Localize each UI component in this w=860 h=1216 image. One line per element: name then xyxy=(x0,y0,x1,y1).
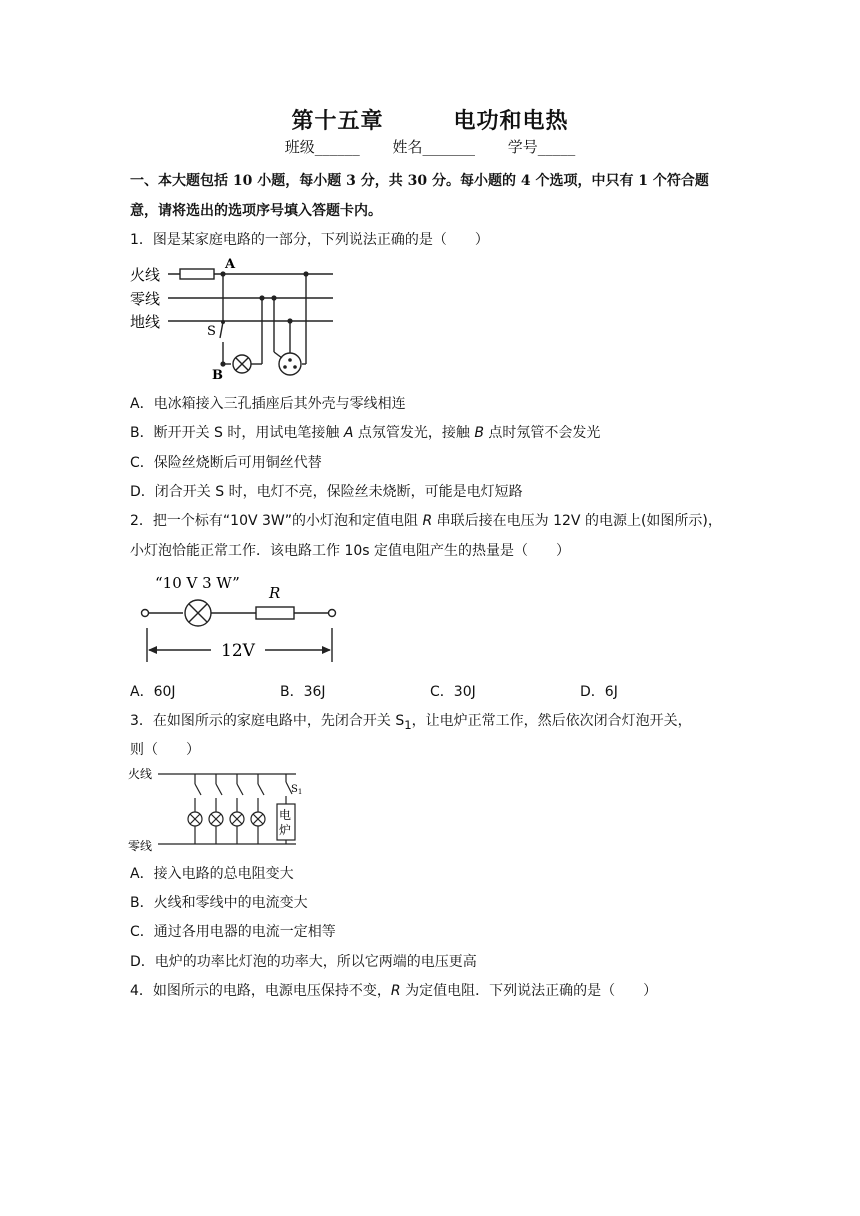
three-pin-socket-icon xyxy=(279,353,301,375)
q2-option-c: C．30J xyxy=(430,684,476,700)
q3-option-d: D．电炉的功率比灯泡的功率大，所以它两端的电压更高 xyxy=(130,954,477,970)
question-2-circuit-diagram xyxy=(135,570,345,668)
stove-label-1: 电 xyxy=(279,808,292,822)
question-3-stem-line2: 则（ ） xyxy=(130,742,200,758)
q3-option-a: A．接入电路的总电阻变大 xyxy=(130,866,294,882)
chapter-name: 电功和电热 xyxy=(453,108,569,134)
point-b-label: B xyxy=(212,368,223,383)
neutral-wire-label: 零线 xyxy=(128,839,153,853)
q2-option-d: D．6J xyxy=(580,684,618,700)
section-heading-line1: 一、本大题包括 10 小题，每小题 3 分，共 30 分。每小题的 4 个选项，中只有 1 个符合题 xyxy=(130,173,709,189)
page-title xyxy=(0,104,860,135)
arrow-right-icon xyxy=(322,646,331,654)
fuse-icon xyxy=(180,269,214,279)
ground-wire-label: 地线 xyxy=(130,313,161,331)
terminal-right-icon xyxy=(329,610,336,617)
arrow-left-icon xyxy=(148,646,157,654)
switch-icon xyxy=(237,784,243,795)
question-3-circuit-diagram xyxy=(128,762,308,854)
switch-icon xyxy=(258,784,264,795)
point-a-label: A xyxy=(225,257,236,272)
live-wire-label: 火线 xyxy=(130,266,161,284)
lamp-rating-label: “10 V 3 W” xyxy=(155,574,240,592)
question-4-stem: 4．如图所示的电路，电源电压保持不变，R 为定值电阻．下列说法正确的是（ ） xyxy=(130,983,658,999)
neutral-wire-label: 零线 xyxy=(130,290,161,308)
q3-option-b: B．火线和零线中的电流变大 xyxy=(130,895,308,911)
q2-option-b: B．36J xyxy=(280,684,326,700)
class-field: 班级______ xyxy=(284,138,360,156)
question-3-stem: 3．在如图所示的家庭电路中，先闭合开关 $S_1$，让电炉正常工作，然后依次闭合灯泡开关， xyxy=(130,713,692,732)
terminal-left-icon xyxy=(142,610,149,617)
chapter-number: 第十五章 xyxy=(291,108,384,134)
section-heading-line2: 意，请将选出的选项序号填入答题卡内。 xyxy=(130,203,382,219)
resistor-icon xyxy=(256,607,294,619)
question-1-stem: 1．图是某家庭电路的一部分，下列说法正确的是（ ） xyxy=(130,232,489,248)
q1-option-a: A．电冰箱接入三孔插座后其外壳与零线相连 xyxy=(130,396,406,412)
live-wire-label: 火线 xyxy=(128,767,153,781)
q1-option-b: B．断开开关 S 时，用试电笔接触 A 点氖管发光，接触 B 点时氖管不会发光 xyxy=(130,425,601,441)
q1-option-c: C．保险丝烧断后可用铜丝代替 xyxy=(130,455,322,471)
voltage-label: 12V xyxy=(221,641,255,661)
student-info-line xyxy=(0,136,860,157)
student-id-field: 学号_____ xyxy=(507,138,576,156)
switch-s1-label: $S_1$ xyxy=(291,784,303,796)
switch-icon xyxy=(195,784,201,795)
name-field: 姓名_______ xyxy=(392,138,475,156)
switch-icon xyxy=(216,784,222,795)
q3-option-c: C．通过各用电器的电流一定相等 xyxy=(130,924,336,940)
q2-option-a: A．60J xyxy=(130,684,176,700)
question-2-stem-line2: 小灯泡恰能正常工作．该电路工作 10s 定值电阻产生的热量是（ ） xyxy=(130,543,571,559)
question-1-circuit-diagram xyxy=(128,252,343,384)
switch-label: S xyxy=(207,324,216,339)
q1-option-d: D．闭合开关 S 时，电灯不亮，保险丝未烧断，可能是电灯短路 xyxy=(130,484,523,500)
switch-icon xyxy=(220,322,223,338)
resistor-label: R xyxy=(269,584,281,602)
stove-label-2: 炉 xyxy=(279,823,292,837)
question-2-stem: 2．把一个标有“10V 3W”的小灯泡和定值电阻 R 串联后接在电压为 12V 的电源上(如图所示)， xyxy=(130,513,722,529)
